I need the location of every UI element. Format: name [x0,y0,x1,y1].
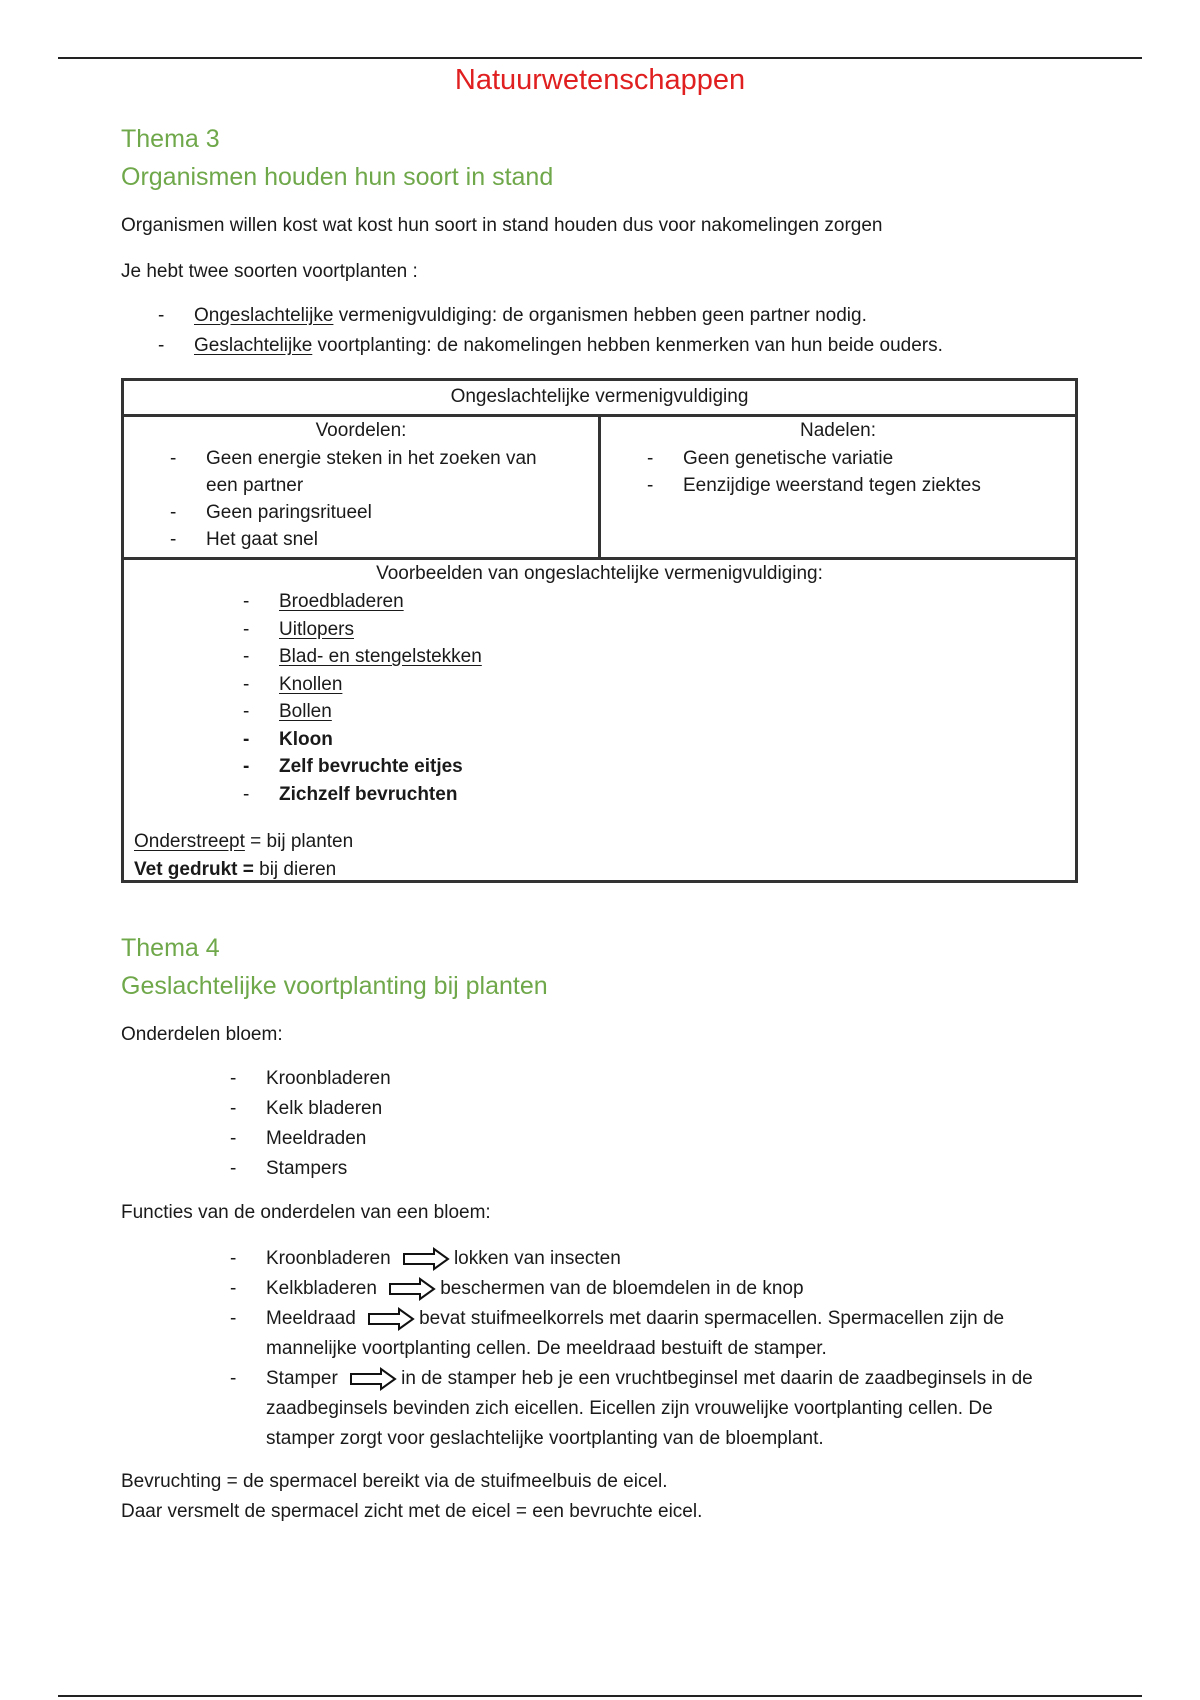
arrow-right-icon [349,1367,397,1391]
list-item: - Geen energie steken in het zoeken van een partner [170,448,537,496]
list-item: - Bollen [243,701,332,722]
asexual-table [121,378,1078,883]
types-list [158,301,1154,361]
parts-intro: Onderdelen bloem: [121,1024,283,1045]
examples-label: Voorbeelden van ongeslachtelijke vermenigvuldiging: [376,563,823,584]
cons-list [601,445,1075,499]
examples-cell [124,560,1075,880]
cons-cell [601,417,1075,557]
list-item: - Kelk bladeren [230,1098,383,1119]
legend-bold: Vet gedrukt = bij dieren [134,859,337,880]
arrow-right-icon [402,1247,450,1271]
list-item: - Meeldraden [230,1128,367,1149]
thema4-section [121,929,1081,1005]
thema3-heading: Organismen houden hun soort in stand [121,163,554,191]
list-item: - Het gaat snel [170,529,318,550]
list-item: - Stampers [230,1158,348,1179]
list-item: - Kloon [243,728,333,750]
list-item: - Knollen [243,673,343,695]
thema3-label: Thema 3 [121,125,220,153]
pros-label: Voordelen: [315,420,407,441]
list-item: - Kelkbladeren beschermen van de bloemdelen in de knop [230,1278,804,1299]
list-item: - Eenzijdige weerstand tegen ziektes [647,475,981,496]
list-item: - Kroonbladeren lokken van insecten [230,1248,621,1269]
legend-underline: Onderstreept = bij planten [134,831,354,852]
list-item: - Ongeslachtelijke vermenigvuldiging: de organismen hebben geen partner nodig. [158,305,867,326]
thema4-label: Thema 4 [121,934,220,962]
bottom-rule [58,1695,1142,1697]
thema3-intro: Organismen willen kost wat kost hun soort in stand houden dus voor nakomelingen zorgen [121,215,883,236]
list-item: - Uitlopers [243,618,354,640]
functions-intro: Functies van de onderdelen van een bloem: [121,1202,491,1223]
arrow-right-icon [388,1277,436,1301]
list-item: - Geen genetische variatie [647,448,894,469]
list-item: - Kroonbladeren [230,1068,391,1089]
examples-list [124,588,1075,808]
bevruchting-line-1: Bevruchting = de spermacel bereikt via de stuifmeelbuis de eicel. [121,1471,668,1492]
list-item: - Blad- en stengelstekken [243,646,482,667]
top-rule [58,57,1142,59]
arrow-right-icon [367,1307,415,1331]
table-header: Ongeslachtelijke vermenigvuldiging [124,381,1075,417]
thema3-types-intro: Je hebt twee soorten voortplanten : [121,261,418,282]
list-item: - Stamper in de stamper heb je een vruchtbeginsel met daarin de zaadbeginsels in de zaadbeginsels bevinden zich eicellen. Eicellen zijn vrouwelijke voortplanting cellen. De stamper zorgt voor geslachtelijke voortplanting van de bloemplant. [230,1368,1033,1449]
page-title: Natuurwetenschappen [454,64,746,96]
list-item: - Broedbladeren [243,591,404,612]
list-item: - Meeldraad bevat stuifmeelkorrels met daarin spermacellen. Spermacellen zijn de mannelijke voortplanting cellen. De meeldraad bestuift de stamper. [230,1308,1005,1359]
functions-list [230,1244,1086,1454]
list-item: - Zelf bevruchte eitjes [243,756,463,777]
list-item: - Zichzelf bevruchten [243,783,458,805]
cons-label: Nadelen: [799,420,877,441]
list-item: - Geslachtelijke voortplanting: de nakomelingen hebben kenmerken van hun beide ouders. [158,335,943,356]
thema4-heading: Geslachtelijke voortplanting bij planten [121,972,548,1000]
pros-list [124,445,598,553]
pros-cell [124,417,601,557]
thema3-section [121,120,1081,196]
bevruchting-line-2: Daar versmelt de spermacel zicht met de eicel = een bevruchte eicel. [121,1501,703,1522]
list-item: - Geen paringsritueel [170,502,372,523]
pros-cons-row [124,417,1075,560]
parts-list [230,1064,1200,1184]
